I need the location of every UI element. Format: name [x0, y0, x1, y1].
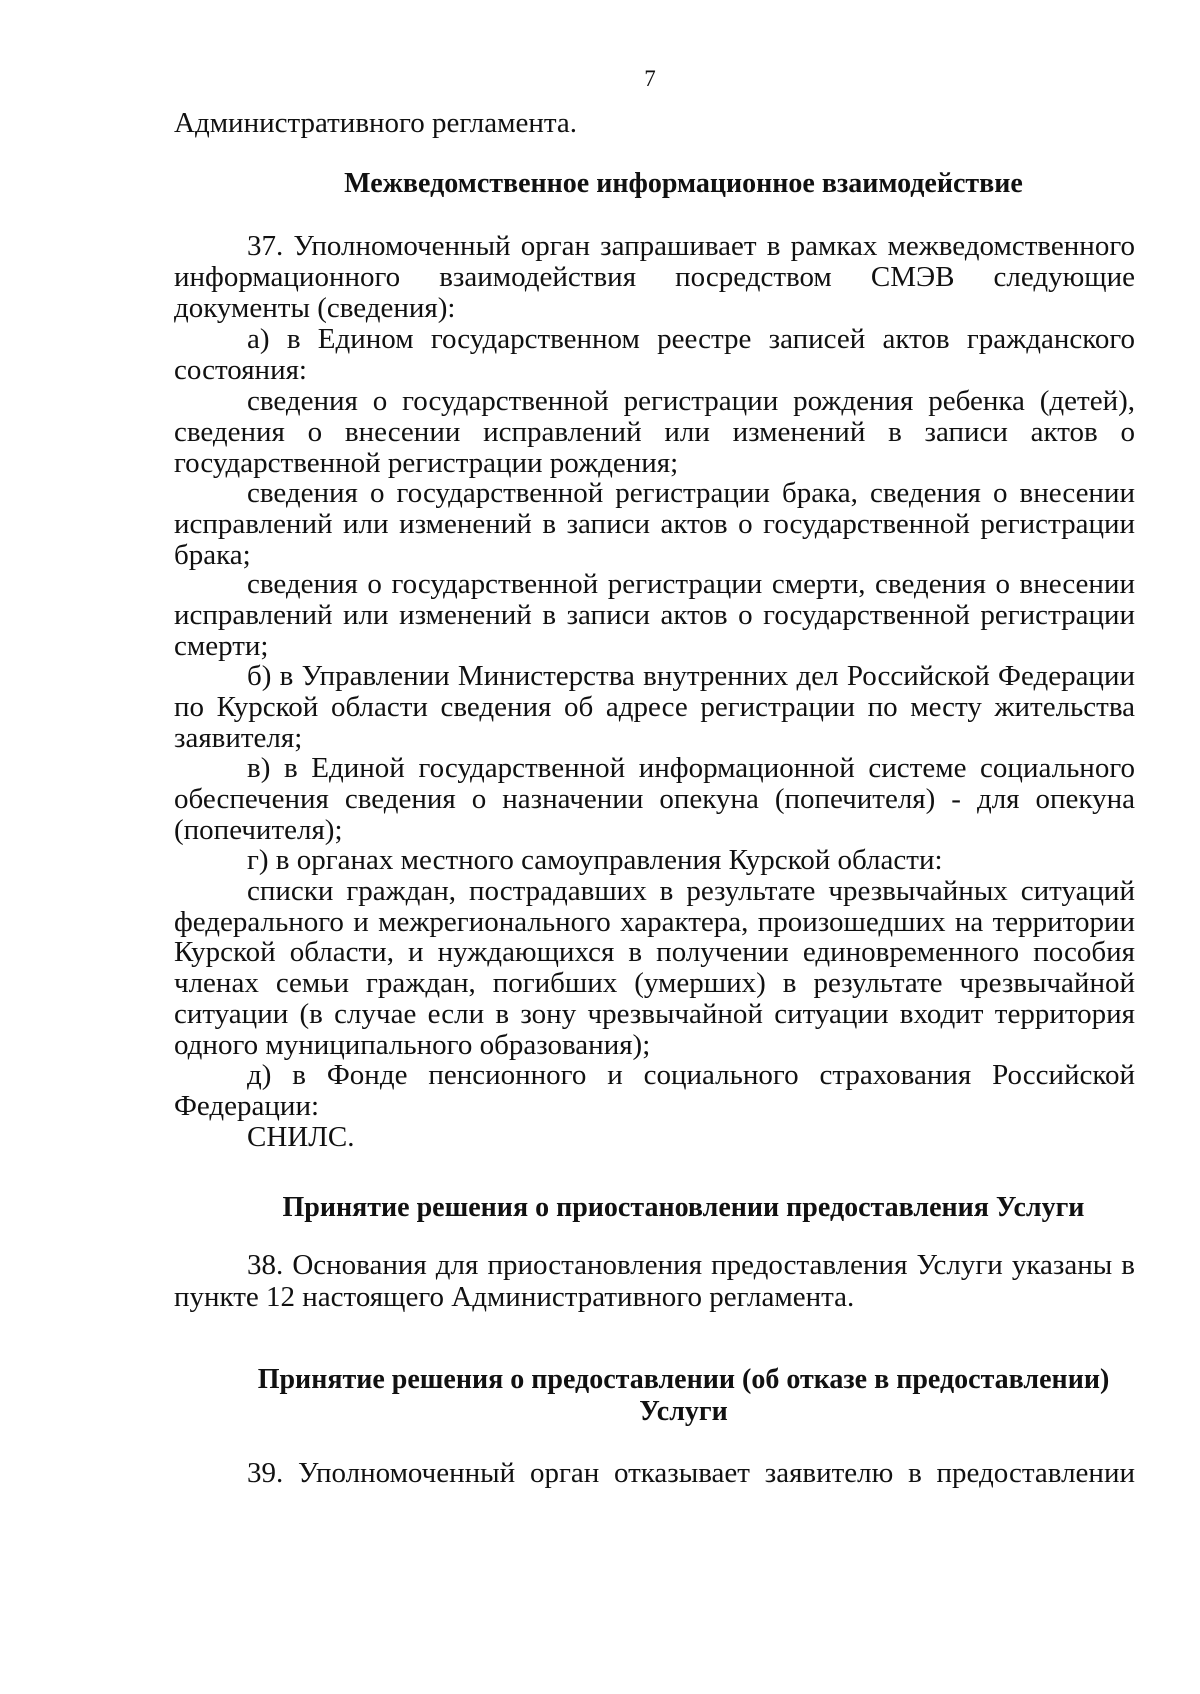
paragraph-line: сведения о государственной регистрации смерти, сведения о внесении — [247, 568, 1135, 600]
paragraph-line: б) в Управлении Министерства внутренних дел Российской Федерации — [247, 660, 1135, 692]
paragraph-line: брака; — [174, 539, 251, 571]
paragraph-line: сведения о государственной регистрации рождения ребенка (детей), — [247, 385, 1135, 417]
paragraph-line: заявителя; — [174, 722, 303, 754]
paragraph-line: исправлений или изменений в записи актов о государственной регистрации — [174, 599, 1135, 631]
paragraph-line: документы (сведения): — [174, 292, 456, 324]
section-heading: Принятие решения о приостановлении предоставления Услуги — [282, 1192, 1085, 1223]
paragraph-line: в) в Единой государственной информационной системе социального — [247, 752, 1135, 784]
paragraph-line: членах семьи граждан, погибших (умерших) в результате чрезвычайной — [174, 967, 1135, 999]
paragraph-line: сведения о внесении исправлений или изменений в записи актов о — [174, 416, 1135, 448]
paragraph-line: информационного взаимодействия посредством СМЭВ следующие — [174, 261, 1135, 293]
paragraph-line: ситуации (в случае если в зону чрезвычайной ситуации входит территория — [174, 998, 1135, 1030]
paragraph-line: по Курской области сведения об адресе регистрации по месту жительства — [174, 691, 1135, 723]
paragraph-line: государственной регистрации рождения; — [174, 447, 679, 479]
paragraph-line: Федерации: — [174, 1090, 320, 1122]
paragraph-line: смерти; — [174, 630, 269, 662]
paragraph-line: пункте 12 настоящего Административного регламента. — [174, 1281, 855, 1313]
page-number: 7 — [644, 66, 656, 91]
paragraph-line: обеспечения сведения о назначении опекуна (попечителя) - для опекуна — [174, 783, 1135, 815]
section-heading: Принятие решения о предоставлении (об отказе в предоставлении) — [257, 1364, 1110, 1395]
paragraph-line: сведения о государственной регистрации брака, сведения о внесении — [247, 477, 1135, 509]
paragraph-line: исправлений или изменений в записи актов о государственной регистрации — [174, 508, 1135, 540]
paragraph-line: г) в органах местного самоуправления Курской области: — [247, 844, 943, 876]
paragraph-line: списки граждан, пострадавших в результате чрезвычайных ситуаций — [247, 875, 1135, 907]
paragraph-line: состояния: — [174, 354, 307, 386]
paragraph-line: д) в Фонде пенсионного и социального страхования Российской — [247, 1059, 1135, 1091]
paragraph-line: 37. Уполномоченный орган запрашивает в рамках межведомственного — [247, 230, 1135, 262]
section-heading: Услуги — [639, 1396, 728, 1427]
paragraph-line: одного муниципального образования); — [174, 1029, 651, 1061]
paragraph-line: 39. Уполномоченный орган отказывает заявителю в предоставлении — [247, 1457, 1135, 1489]
paragraph-line: а) в Едином государственном реестре записей актов гражданского — [247, 323, 1135, 355]
paragraph-line: федерального и межрегионального характера, произошедших на территории — [174, 906, 1135, 938]
paragraph-line: Административного регламента. — [174, 107, 577, 139]
paragraph-line: (попечителя); — [174, 814, 343, 846]
paragraph-line: СНИЛС. — [247, 1121, 355, 1153]
paragraph-line: 38. Основания для приостановления предоставления Услуги указаны в — [247, 1249, 1135, 1281]
section-heading: Межведомственное информационное взаимодействие — [344, 168, 1023, 199]
paragraph-line: Курской области, и нуждающихся в получении единовременного пособия — [174, 936, 1135, 968]
